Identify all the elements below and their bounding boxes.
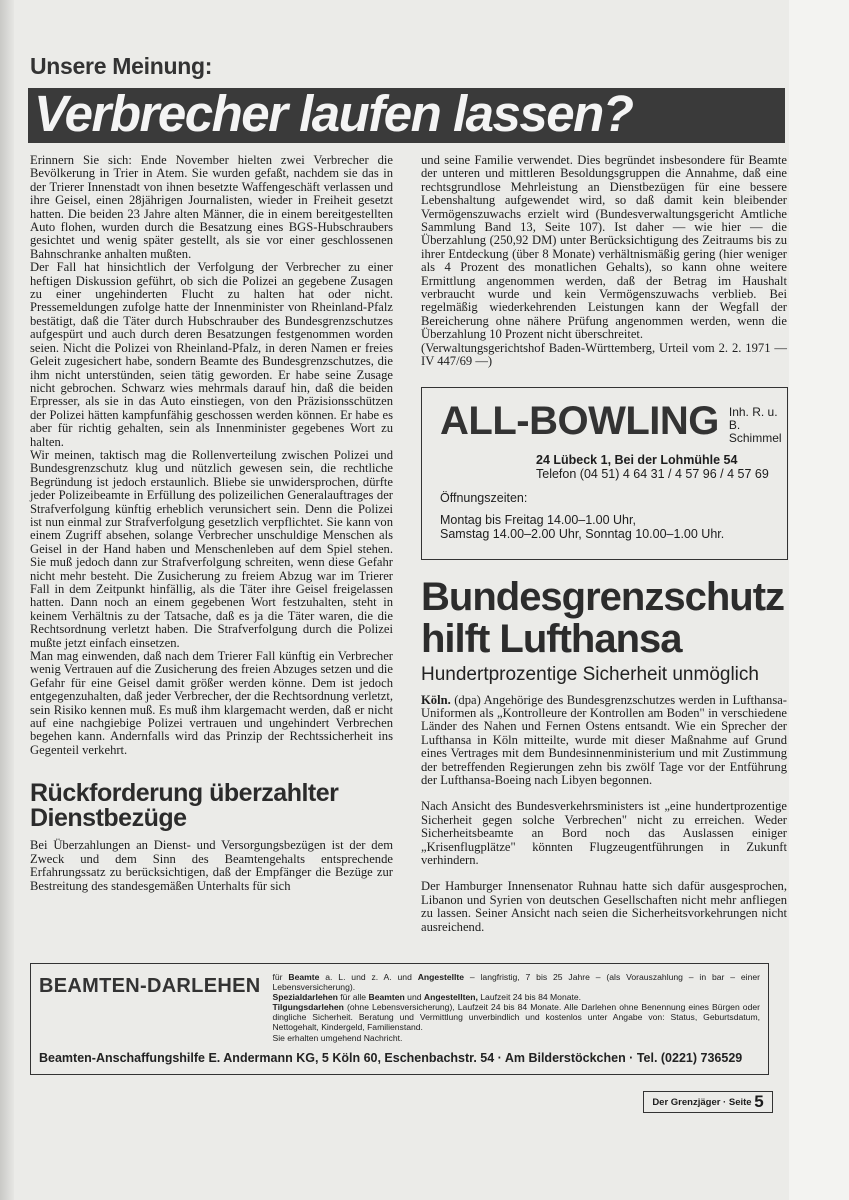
paragraph: Nach Ansicht des Bundesverkehrsministers ist „eine hundertprozentige Sicherheit gegen solche Verbrechen" nicht zu erreichen. Weder Sicherheitsbeamte an Bord noch das Auslassen einiger „Krisenflugplätze" könnten Flugzeugentführungen in Zukunft verhindern. [421, 799, 787, 867]
ad-text: Spezialdarlehen [272, 992, 338, 1003]
article-title-lufthansa [421, 576, 787, 660]
citation: (Verwaltungsgerichtshof Baden-Württemberg, Urteil vom 2. 2. 1971 — IV 447/69 —) [421, 340, 787, 369]
ad-text: und [404, 992, 424, 1003]
owner-line: Inh. R. u. B. [728, 404, 778, 432]
page-number: 5 [754, 1091, 764, 1111]
left-column [30, 154, 393, 893]
scan-margin [789, 0, 849, 1200]
dateline: Köln. [421, 692, 451, 707]
ad-text: Tilgungsdarlehen [272, 1002, 344, 1013]
ad-main [39, 972, 760, 1043]
ad-text: – langfristig, 7 bis 25 Jahre – (als Vorauszahlung – in bar – einer Lebensversicherung). [272, 972, 760, 993]
ad-text: Laufzeit 24 bis 84 Monate. [477, 992, 582, 1003]
paragraph: Der Hamburger Innensenator Ruhnau hatte sich dafür ausgesprochen, Libanon und Syrien von deutschen Gesellschaften nicht mehr anfliegen zu lassen. Seiner Ansicht nach seien die Sicherheitsvorkehrungen nicht ausreichend. [421, 879, 787, 934]
hours-label: Öffnungszeiten: [440, 490, 528, 505]
ad-header [440, 398, 782, 445]
ad-text: Beamten [368, 992, 405, 1003]
article-title-rueckforderung: Rückforderung überzahlter Dienstbezüge [30, 779, 339, 833]
publication-name: Der Grenzjäger · Seite [652, 1096, 752, 1108]
ad-owner [729, 406, 782, 445]
two-column-body [30, 154, 787, 947]
ad-text: für [272, 972, 289, 982]
ad-text: (ohne Lebensversicherung), Laufzeit 24 bis 84 Monate. Alle Darlehen ohne Benennung eines Bürgen oder dingliche Sicherheit. Beratung und Vermittlung unverbindlich und kostenlos unter Angabe von: Status, Geburtsdatum, Nettogehalt, Kindergeld, Familienstand. [272, 1002, 760, 1033]
paragraph: Wir meinen, taktisch mag die Rollenverteilung zwischen Polizei und Bundesgrenzschutz klug und nützlich gewesen sein, die rechtliche Begründung ist jedoch erstaunlich. Bliebe sie unwidersprochen, dürfte jeder Polizeibeamte in Erfüllung des polizeilichen Generalauftrages der Strafverfolgung künftig erheblich verunsichert sein. Denn die Polizei ist nun einmal zur Strafverfolgung gesetzlich verpflichtet. Sie kann von einem Zugriff absehen, solange Verbrecher unschuldige Menschen als Geisel in der Hand haben und Menschenleben auf dem Spiel stehen. Sie muß jedoch dann zur Strafverfolgung schreiten, wenn diese Gefahr nicht mehr besteht. Die Zusicherung zu freiem Abzug war im Trierer Fall in dem Zeitpunkt hinfällig, als die Täter ihre Geisel freigelassen hatten. Dann noch an einem gegebenen Wort festzuhalten, steht in keinem Verhältnis zu der Tatsache, daß es ja die Täter waren, die die Rechtsordnung verletzt haben. Die Strafverfolgung durch die Polizei mußte jetzt einfach einsetzen. [30, 447, 393, 650]
ad-address: 24 Lübeck 1, Bei der Lohmühle 54 [536, 452, 738, 467]
ad-line [272, 1002, 760, 1032]
ad-text: Angestellten, [423, 992, 478, 1003]
article-rueckforderung-right [421, 154, 787, 369]
title-line: hilft Lufthansa [421, 616, 682, 661]
page-footer [643, 1091, 773, 1113]
title-line: Bundesgrenzschutz [421, 574, 785, 619]
right-column [421, 154, 787, 947]
paragraph-text: (dpa) Angehörige des Bundesgrenzschutzes werden in Lufthansa-Uniformen als „Kontrolleure der Kontrollen am Boden" in verschiedene Länder des Nahen und Fernen Ostens entsandt. Wie ein Sprecher der Lufthansa in Köln mitteilte, wurde mit dieser Maßnahme auf Grund eines Vertrages mit dem Bundesinnenministerium und mit Zustimmung der betreffenden Regierungen zehn bis zwölf Tage vor der Entführung der Lufthansa-Boeing nach Libyen begonnen. [421, 692, 788, 787]
loan-advertisement [30, 963, 769, 1075]
ad-text: Angestellte [417, 972, 465, 982]
ad-line [272, 972, 760, 992]
ad-brand: ALL-BOWLING [440, 398, 719, 443]
paragraph: Der Fall hat hinsichtlich der Verfolgung der Verbrecher zu einer heftigen Diskussion geführt, ob sich die Polizei an gegebene Zusagen zu einer ungehinderten Flucht zu halten hat oder nicht. Pressemeldungen zufolge hatte der Innenminister von Rheinland-Pfalz bestätigt, daß die Täter durch Hubschrauber des Bundesgrenzschutzes aufgespürt und auch durch deren Besatzungen festgenommen worden seien. Nicht die Polizei von Rheinland-Pfalz, in deren Namen er freies Geleit zugesichert habe, sondern Beamte des Bundesgrenzschutzes, die ihm nicht unterstünden, seien tätig geworden. Er habe seine Zusage nicht gebrochen. Schwarz wies mehrmals darauf hin, daß die beiden Erpresser, als sie in das Auto einstiegen, von den Präzisionsschützen der Polizei hätten kampfunfähig geschossen werden können. Er habe es aber für richtig gehalten, sein als Innenminister gegebenes Wort zu halten. [30, 260, 393, 449]
ad-text: für alle [337, 992, 369, 1003]
ad-body [272, 972, 760, 1043]
section-kicker: Unsere Meinung: [30, 53, 213, 79]
owner-line: Schimmel [728, 430, 782, 445]
article-opinion [30, 154, 393, 757]
paragraph: Man mag einwenden, daß nach dem Trierer Fall künftig ein Verbrecher wenig Vertrauen auf die Zusicherung des freien Abzuges setzen und die Gefahr für eine Geisel damit größer werden könne. Dem ist jedoch entgegenzuhalten, daß jeder Verbrecher, der die Rechtsordnung verletzt, sein Risiko kennen muß. Es muß ihm klargemacht werden, daß er nicht auf eine nachgiebige Polizei vertrauen und ungehindert Verbrechen begehen kann. Andernfalls wird das Prinzip der Rechtssicherheit ins Gegenteil verkehrt. [30, 649, 393, 757]
ad-text: Beamte [288, 972, 320, 982]
ad-phone: Telefon (04 51) 4 64 31 / 4 57 96 / 4 57 69 [536, 466, 769, 481]
ad-line [272, 992, 760, 1002]
article-subtitle: Hundertprozentige Sicherheit unmöglich [421, 663, 759, 685]
paragraph: Erinnern Sie sich: Ende November hielten zwei Verbrecher die Bevölkerung in Trier in Atem. Sie wurden gefaßt, nachdem sie das in der Trierer Innenstadt von ihnen besetzte Waffengeschäft verlassen und ihre Geisel, einen 28jährigen Journalisten, wieder in Freiheit gesetzt hatten. Die beiden 23 Jahre alten Männer, die in einem bereitgestellten Auto flohen, wurden durch die Besatzung eines BGS-Hubschraubers gesichtet und wenig später gestellt, als sie vor einer geschlossenen Bahnschranke anhalten mußten. [30, 153, 393, 261]
article-rueckforderung-left [30, 839, 393, 893]
bowling-advertisement [421, 387, 788, 560]
ad-contact [536, 453, 773, 481]
article-lufthansa [421, 694, 787, 935]
headline: Verbrecher laufen lassen? [34, 88, 633, 142]
ad-text: a. L. und z. A. und [319, 972, 418, 982]
ad-line: Sie erhalten umgehend Nachricht. [272, 1032, 403, 1043]
ad-brand: BEAMTEN-DARLEHEN [39, 975, 261, 997]
hours-line: Montag bis Freitag 14.00–1.00 Uhr, [440, 512, 636, 527]
paragraph: und seine Familie verwendet. Dies begründet insbesondere für Beamte der unteren und mittleren Besoldungsgruppen die Annahme, daß eine rechtsgrundlose Mehrleistung an Dienstbezügen für eine bessere Lebenshaltung aufgewendet wird, so daß damit kein bleibender Vermögenszuwachs erzielt wird (Bundesverwaltungsgericht Amtliche Sammlung Band 13, Seite 107). Ist daher — wie hier — die Überzahlung (250,92 DM) unter Berücksichtigung des Zeitraums bis zu ihrer Entdeckung (über 8 Monate) verhältnismäßig gering (hier weniger als 4 Prozent des monatlichen Gehalts), so kann ohne weitere Ermittlung angenommen werden, daß der Betrag im Haushalt verbraucht wurde und kein Vermögenszuwachs verblieb. Bei regelmäßig wiederkehrenden Leistungen kann der Wegfall der Bereicherung ohne nähere Prüfung angenommen werden, wenn die Überzahlung 10 Prozent nicht überschreitet. [421, 153, 787, 342]
paragraph [421, 694, 787, 788]
paragraph: Bei Überzahlungen an Dienst- und Versorgungsbezügen ist der dem Zweck und dem Sinn des Beamtengehalts entsprechende Erfahrungssatz zu berücksichtigen, daß der Empfänger die Bezüge zur Bestreitung des standesgemäßen Unterhalts für sich [30, 838, 393, 893]
opening-hours [440, 513, 773, 541]
hours-line: Samstag 14.00–2.00 Uhr, Sonntag 10.00–1.00 Uhr. [440, 526, 725, 541]
ad-address: Beamten-Anschaffungshilfe E. Andermann KG, 5 Köln 60, Eschenbachstr. 54 · Am Bilderstöckchen · Tel. (0221) 736529 [39, 1050, 743, 1065]
headline-banner [28, 88, 785, 143]
